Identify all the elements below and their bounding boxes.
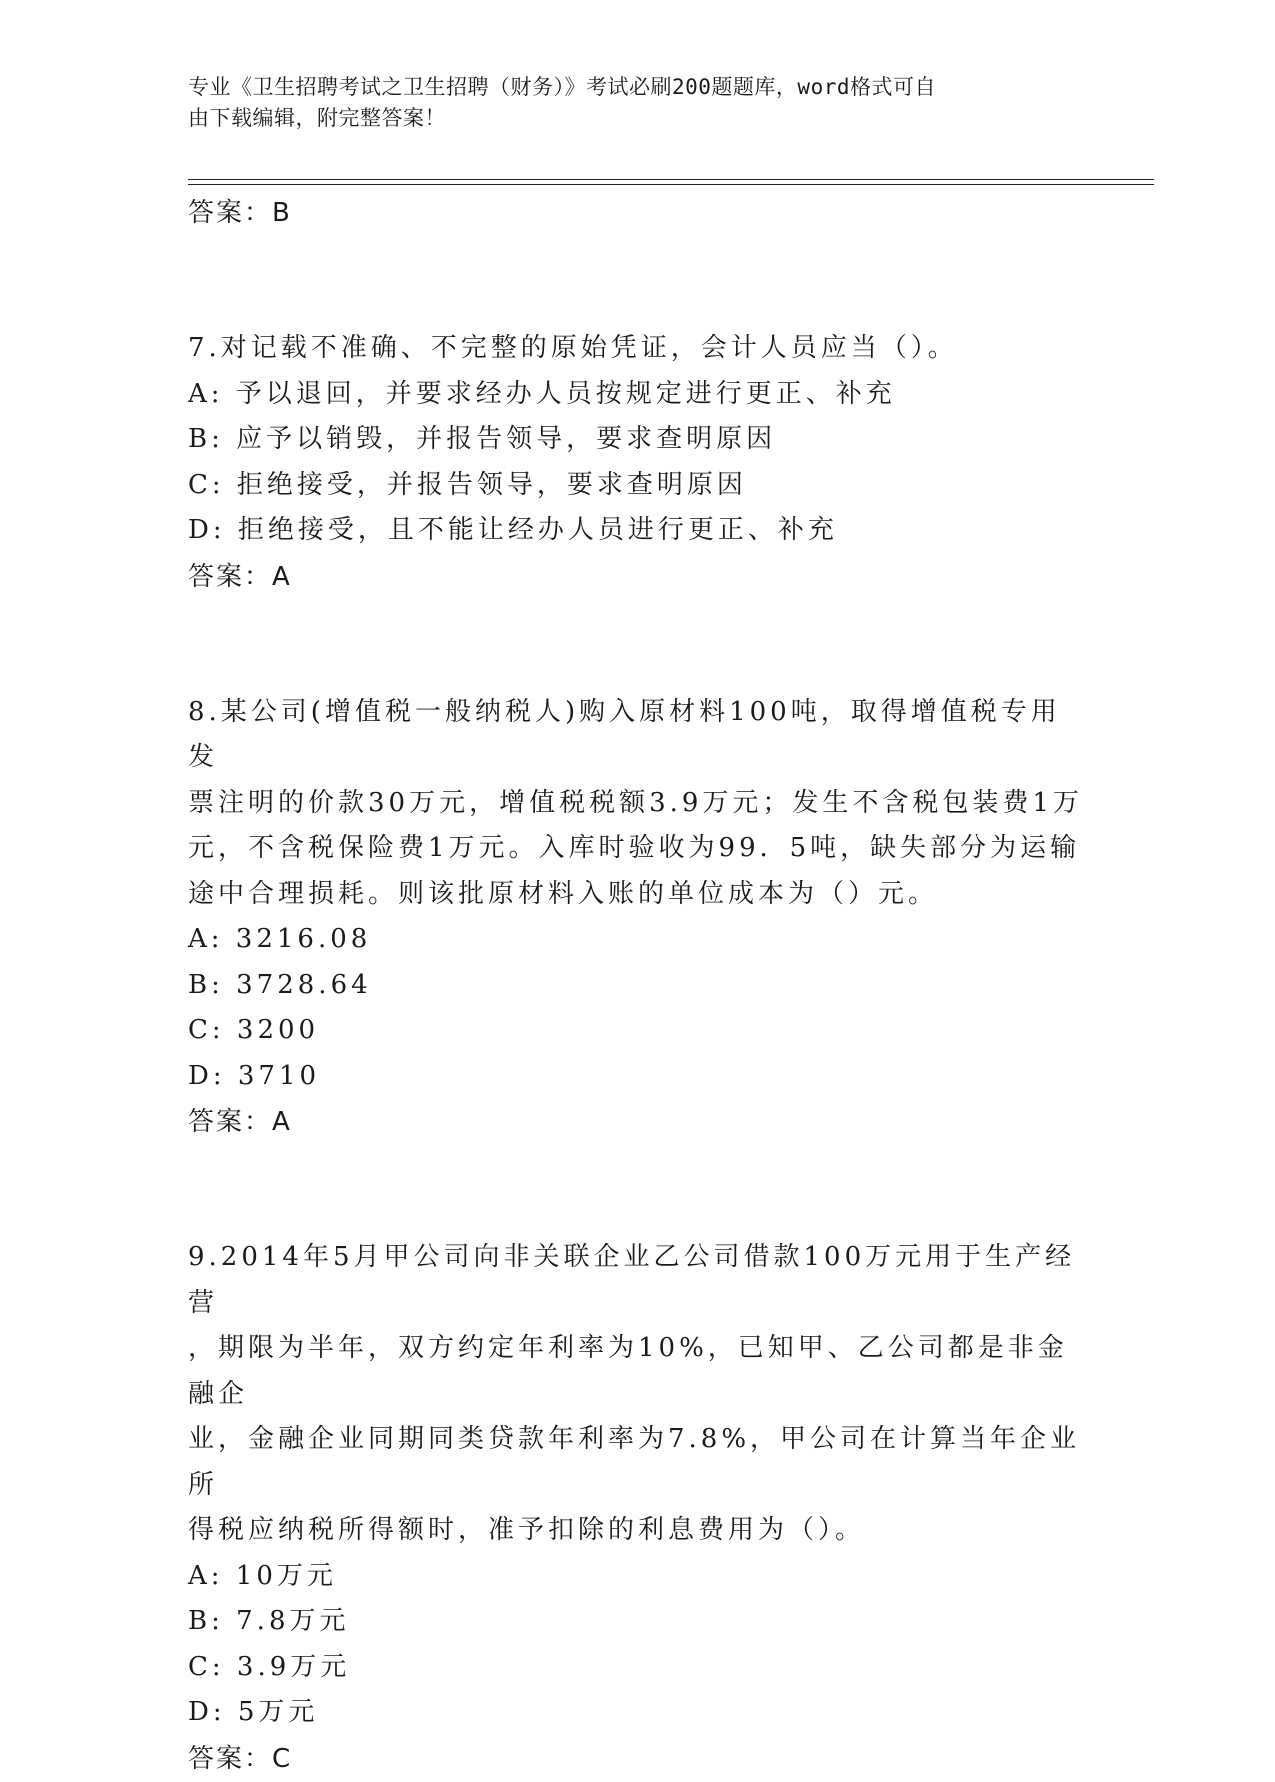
- option-a: A: 予以退回，并要求经办人员按规定进行更正、补充: [188, 378, 896, 409]
- spacer: [188, 236, 1088, 326]
- question-text-line: 8.某公司(增值税一般纳税人)购入原材料100吨，取得增值税专用发: [188, 696, 1061, 772]
- question-text-line: 得税应纳税所得额时，准予扣除的利息费用为（）。: [188, 1515, 866, 1545]
- header-rule-bottom: [188, 184, 1154, 185]
- option-a: A: 3216.08: [188, 924, 372, 954]
- spacer: [188, 1145, 1088, 1235]
- option-c: C: 拒绝接受，并报告领导，要求查明原因: [188, 469, 747, 500]
- question-8: [188, 690, 1088, 1146]
- question-text-line: 业，金融企业同期同类贷款年利率为7.8%，甲公司在计算当年企业所: [188, 1424, 1081, 1500]
- option-c: C: 3.9万元: [188, 1651, 351, 1682]
- option-b: B: 7.8万元: [188, 1606, 350, 1636]
- question-text-line: 元，不含税保险费1万元。入库时验收为99．5吨，缺失部分为运输: [188, 833, 1081, 863]
- question-text-line: 票注明的价款30万元，增值税税额3.9万元；发生不含税包装费1万: [188, 787, 1083, 818]
- option-c: C: 3200: [188, 1015, 320, 1045]
- question-9: [188, 1235, 1088, 1782]
- spacer: [188, 600, 1088, 690]
- question-text-line: 9.2014年5月甲公司向非关联企业乙公司借款100万元用于生产经营: [188, 1242, 1076, 1318]
- answer-line: 答案：B: [188, 198, 292, 228]
- question-list: [188, 190, 1088, 1782]
- header-line-2: 由下载编辑，附完整答案！: [188, 106, 446, 130]
- option-d: D: 5万元: [188, 1697, 319, 1727]
- question-text-line: ，期限为半年，双方约定年利率为10%，已知甲、乙公司都是非金融企: [188, 1333, 1068, 1409]
- header-rule-top: [188, 179, 1154, 180]
- document-header: [188, 72, 1068, 134]
- question-text: 7.对记载不准确、不完整的原始凭证，会计人员应当（）。: [188, 333, 958, 363]
- answer-line: 答案：A: [188, 1107, 292, 1137]
- question-7: [188, 326, 1088, 600]
- option-b: B: 3728.64: [188, 969, 372, 1000]
- option-d: D: 拒绝接受，且不能让经办人员进行更正、补充: [188, 515, 838, 545]
- header-line-1: 专业《卫生招聘考试之卫生招聘（财务）》考试必刷200题题库，word格式可自: [188, 75, 936, 99]
- option-d: D: 3710: [188, 1060, 321, 1091]
- option-b: B: 应予以销毁，并报告领导，要求查明原因: [188, 424, 777, 454]
- option-a: A: 10万元: [188, 1560, 337, 1591]
- answer-line: 答案：C: [188, 1743, 293, 1774]
- question-text-line: 途中合理损耗。则该批原材料入账的单位成本为（）元。: [188, 878, 939, 909]
- answer-line: 答案：A: [188, 561, 292, 592]
